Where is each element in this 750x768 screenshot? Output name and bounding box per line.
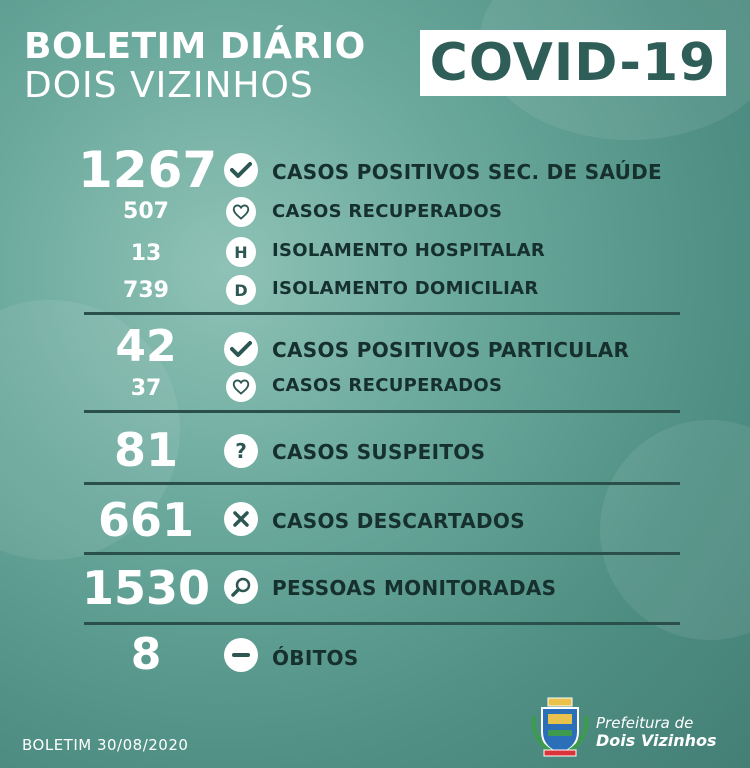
monitoradas-value: 1530 <box>81 561 211 615</box>
obitos-label: ÓBITOS <box>272 646 359 670</box>
divider <box>84 312 680 315</box>
city-coat-of-arms-logo <box>530 696 590 758</box>
obitos-value: 8 <box>130 629 162 680</box>
cross-icon <box>224 502 258 536</box>
magnifier-icon <box>224 570 258 604</box>
hospital-h-icon: H <box>226 237 256 267</box>
check-icon <box>224 153 258 187</box>
divider <box>84 482 680 485</box>
positivos-particular-label: CASOS POSITIVOS PARTICULAR <box>272 338 630 362</box>
monitoradas-label: PESSOAS MONITORADAS <box>272 576 557 600</box>
heart-icon <box>226 372 256 402</box>
hospitalar-value: 13 <box>130 241 162 266</box>
city-hall-line-2: Dois Vizinhos <box>596 731 717 750</box>
domiciliar-label: ISOLAMENTO DOMICILIAR <box>272 278 539 299</box>
bulletin-title <box>24 28 366 106</box>
positivos-particular-value: 42 <box>115 321 177 372</box>
title-line-1: BOLETIM DIÁRIO <box>24 26 366 67</box>
positivos-saude-label: CASOS POSITIVOS SEC. DE SAÚDE <box>272 160 663 184</box>
domiciliar-value: 739 <box>123 278 169 303</box>
suspeitos-value: 81 <box>113 423 178 477</box>
positivos-saude-value: 1267 <box>78 141 218 199</box>
divider <box>84 552 680 555</box>
city-hall-line-1: Prefeitura de <box>596 714 694 732</box>
hospitalar-label: ISOLAMENTO HOSPITALAR <box>272 240 546 261</box>
recuperados-particular-value: 37 <box>130 376 162 401</box>
heart-icon <box>226 197 256 227</box>
check-icon <box>224 332 258 366</box>
title-line-2: DOIS VIZINHOS <box>24 65 314 106</box>
suspeitos-label: CASOS SUSPEITOS <box>272 440 486 464</box>
city-hall-name <box>596 714 717 750</box>
divider <box>84 622 680 625</box>
recuperados-saude-label: CASOS RECUPERADOS <box>272 201 503 222</box>
recuperados-saude-value: 507 <box>123 199 169 224</box>
minus-icon <box>224 638 258 672</box>
descartados-label: CASOS DESCARTADOS <box>272 509 525 533</box>
home-d-icon: D <box>226 275 256 305</box>
bulletin-date: BOLETIM 30/08/2020 <box>22 736 189 754</box>
covid-badge: COVID-19 <box>420 30 726 96</box>
recuperados-particular-label: CASOS RECUPERADOS <box>272 375 503 396</box>
divider <box>84 410 680 413</box>
background-blob <box>600 420 750 640</box>
descartados-value: 661 <box>97 493 195 547</box>
question-icon: ? <box>224 434 258 468</box>
